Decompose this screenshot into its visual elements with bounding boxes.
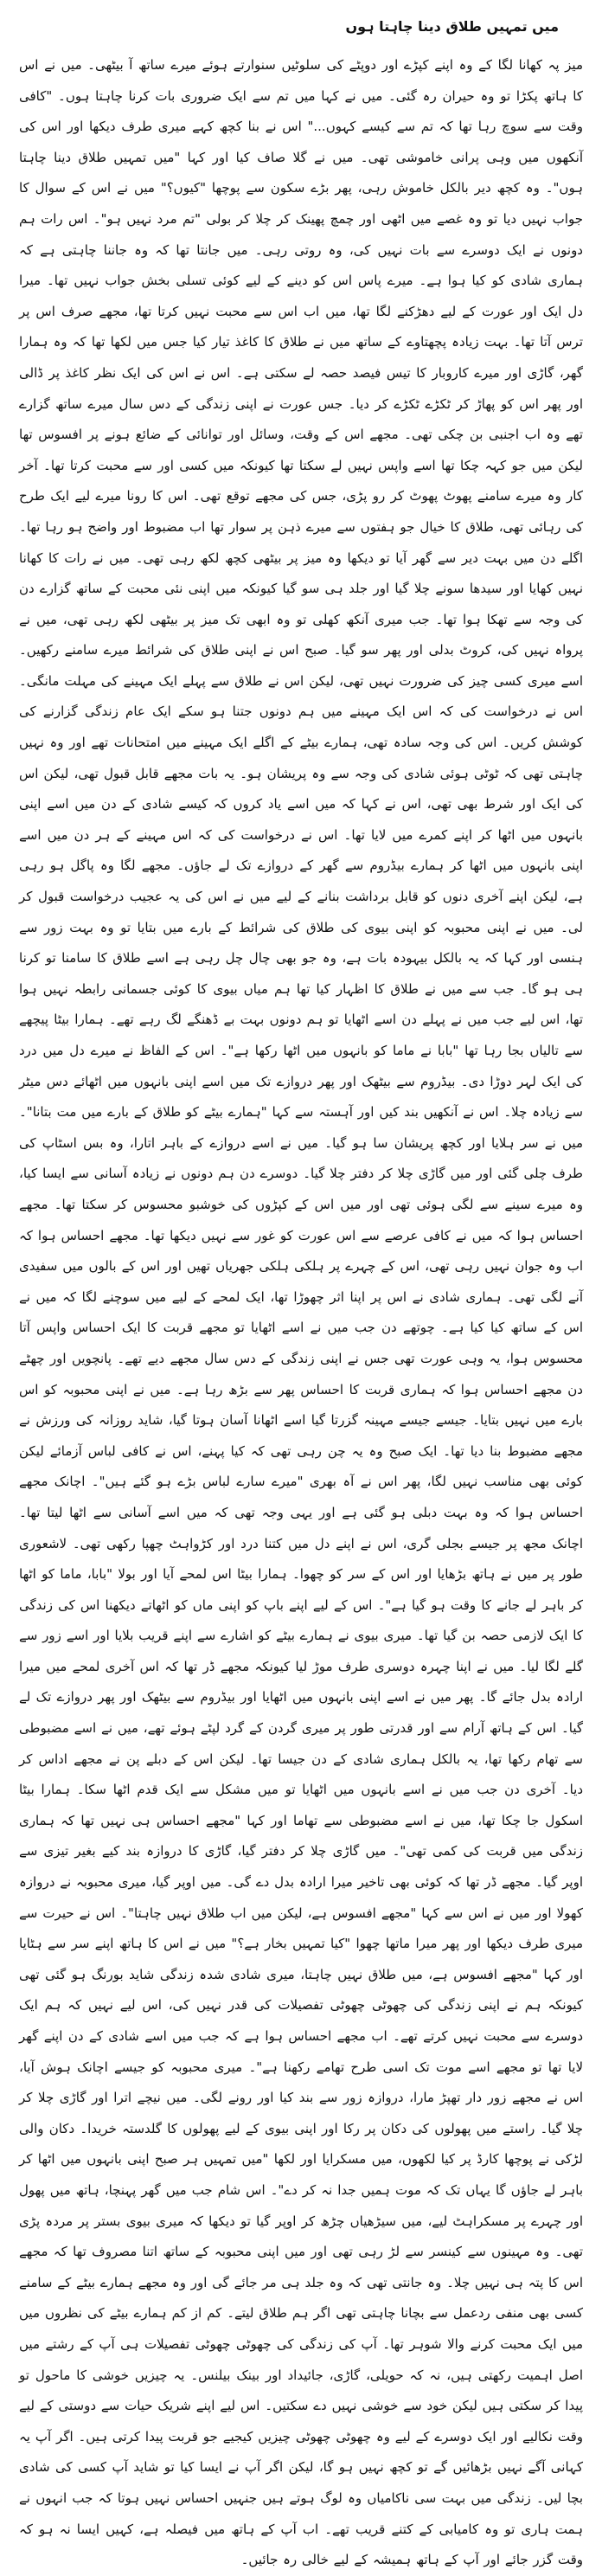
- article-body: میز پہ کھانا لگا کے وہ اپنے کپڑے اور دوپٹے کی سلوٹیں سنوارتے ہوئے میرے ساتھ آ بیٹھی۔ میں نے اس کا ہاتھ پکڑا تو وہ حیران رہ گئی۔ میں نے کہا میں تم سے ایک ضروری بات کرنا چاہتا ہوں۔ "کافی وقت سے سوچ رہا تھا کہ تم سے کیسے کہوں..." اس نے بنا کچھ کہے میری طرف دیکھا اور اس کی آنکھوں میں وہی پرانی خاموشی تھی۔ میں نے گلا صاف کیا اور کہا "میں تمہیں طلاق دینا چاہتا ہوں"۔ وہ کچھ دیر بالکل خاموش رہی، پھر بڑے سکون سے پوچھا "کیوں؟" میں نے اس کے سوال کا جواب نہیں دیا تو وہ غصے میں اٹھی اور چمچ پھینک کر چلا کر بولی "تم مرد نہیں ہو"۔ اس رات ہم دونوں نے ایک دوسرے سے بات نہیں کی، وہ روتی رہی۔ میں جانتا تھا کہ وہ جاننا چاہتی ہے کہ ہماری شادی کو کیا ہوا ہے۔ میرے پاس اس کو دینے کے لیے کوئی تسلی بخش جواب نہیں تھا۔ میرا دل ایک اور عورت کے لیے دھڑکنے لگا تھا، میں اب اس سے محبت نہیں کرتا تھا، مجھے صرف اس پر ترس آتا تھا۔ بہت زیادہ پچھتاوے کے ساتھ میں نے طلاق کا کاغذ تیار کیا جس میں لکھا تھا کہ وہ ہمارا گھر، گاڑی اور میرے کاروبار کا تیس فیصد حصہ لے سکتی ہے۔ اس نے اس کی ایک نظر کاغذ پر ڈالی اور پھر اس کو پھاڑ کر ٹکڑے ٹکڑے کر دیا۔ جس عورت نے اپنی زندگی کے دس سال میرے ساتھ گزارے تھے وہ اب اجنبی بن چکی تھی۔ مجھے اس کے وقت، وسائل اور توانائی کے ضائع ہونے پر افسوس تھا لیکن میں جو کہہ چکا تھا اسے واپس نہیں لے سکتا تھا کیونکہ میں کسی اور سے محبت کرتا تھا۔ آخر کار وہ میرے سامنے پھوٹ پھوٹ کر رو پڑی، جس کی مجھے توقع تھی۔ اس کا رونا میرے لیے ایک طرح کی رہائی تھی، طلاق کا خیال جو ہفتوں سے میرے ذہن پر سوار تھا اب مضبوط اور واضح ہو رہا تھا۔ اگلے دن میں بہت دیر سے گھر آیا تو دیکھا وہ میز پر بیٹھی کچھ لکھ رہی تھی۔ میں نے رات کا کھانا نہیں کھایا اور سیدھا سونے چلا گیا اور جلد ہی سو گیا کیونکہ میں اپنی نئی محبت کے ساتھ گزارے دن کی وجہ سے تھکا ہوا تھا۔ جب میری آنکھ کھلی تو وہ ابھی تک میز پر بیٹھی لکھ رہی تھی، میں نے پرواہ نہیں کی، کروٹ بدلی اور پھر سو گیا۔ صبح اس نے اپنی طلاق کی شرائط میرے سامنے رکھیں۔ اسے میری کسی چیز کی ضرورت نہیں تھی، لیکن اس نے طلاق سے پہلے ایک مہینے کی مہلت مانگی۔ اس نے درخواست کی کہ اس ایک مہینے میں ہم دونوں جتنا ہو سکے ایک عام زندگی گزارنے کی کوشش کریں۔ اس کی وجہ سادہ تھی، ہمارے بیٹے کے اگلے ایک مہینے میں امتحانات تھے اور وہ نہیں چاہتی تھی کہ ٹوٹی ہوئی شادی کی وجہ سے وہ پریشان ہو۔ یہ بات مجھے قابل قبول تھی، لیکن اس کی ایک اور شرط بھی تھی، اس نے کہا کہ میں اسے یاد کروں کہ کیسے شادی کے دن میں اسے اپنی بانہوں میں اٹھا کر اپنے کمرے میں لایا تھا۔ اس نے درخواست کی کہ اس مہینے کے ہر دن میں اسے اپنی بانہوں میں اٹھا کر ہمارے بیڈروم سے گھر کے دروازے تک لے جاؤں۔ مجھے لگا وہ پاگل ہو رہی ہے، لیکن اپنے آخری دنوں کو قابل برداشت بنانے کے لیے میں نے اس کی یہ عجیب درخواست قبول کر لی۔ میں نے اپنی محبوبہ کو اپنی بیوی کی طلاق کی شرائط کے بارے میں بتایا تو وہ بہت زور سے ہنسی اور کہا کہ یہ بالکل بیہودہ بات ہے، وہ جو بھی چال چل رہی ہے اسے طلاق کا سامنا تو کرنا ہی ہو گا۔ جب سے میں نے طلاق کا اظہار کیا تھا ہم میاں بیوی کا کوئی جسمانی رابطہ نہیں ہوا تھا، اس لیے جب میں نے پہلے دن اسے اٹھایا تو ہم دونوں بہت بے ڈھنگے لگ رہے تھے۔ ہمارا بیٹا پیچھے سے تالیاں بجا رہا تھا "بابا نے ماما کو بانہوں میں اٹھا رکھا ہے"۔ اس کے الفاظ نے میرے دل میں درد کی ایک لہر دوڑا دی۔ بیڈروم سے بیٹھک اور پھر دروازے تک میں اسے اپنی بانہوں میں اٹھائے دس میٹر سے زیادہ چلا۔ اس نے آنکھیں بند کیں اور آہستہ سے کہا "ہمارے بیٹے کو طلاق کے بارے میں مت بتانا"۔ میں نے سر ہلایا اور کچھ پریشان سا ہو گیا۔ میں نے اسے دروازے کے باہر اتارا، وہ بس اسٹاپ کی طرف چلی گئی اور میں گاڑی چلا کر دفتر چلا گیا۔ دوسرے دن ہم دونوں نے زیادہ آسانی سے ایسا کیا، وہ میرے سینے سے لگی ہوئی تھی اور میں اس کے کپڑوں کی خوشبو محسوس کر سکتا تھا۔ مجھے احساس ہوا کہ میں نے کافی عرصے سے اس عورت کو غور سے نہیں دیکھا تھا۔ مجھے احساس ہوا کہ اب وہ جوان نہیں رہی تھی، اس کے چہرے پر ہلکی ہلکی جھریاں تھیں اور اس کے بالوں میں سفیدی آنے لگی تھی۔ ہماری شادی نے اس پر اپنا اثر چھوڑا تھا، ایک لمحے کے لیے میں سوچنے لگا کہ میں نے اس کے ساتھ کیا کیا ہے۔ چوتھے دن جب میں نے اسے اٹھایا تو مجھے قربت کا ایک احساس واپس آتا محسوس ہوا، یہ وہی عورت تھی جس نے اپنی زندگی کے دس سال مجھے دیے تھے۔ پانچویں اور چھٹے دن مجھے احساس ہوا کہ ہماری قربت کا احساس پھر سے بڑھ رہا ہے۔ میں نے اپنی محبوبہ کو اس بارے میں نہیں بتایا۔ جیسے جیسے مہینہ گزرتا گیا اسے اٹھانا آسان ہوتا گیا، شاید روزانہ کی ورزش نے مجھے مضبوط بنا دیا تھا۔ ایک صبح وہ یہ چن رہی تھی کہ کیا پہنے، اس نے کافی لباس آزمائے لیکن کوئی بھی مناسب نہیں لگا، پھر اس نے آہ بھری "میرے سارے لباس بڑے ہو گئے ہیں"۔ اچانک مجھے احساس ہوا کہ وہ بہت دبلی ہو گئی ہے اور یہی وجہ تھی کہ میں اسے آسانی سے اٹھا لیتا تھا۔ اچانک مجھ پر جیسے بجلی گری، اس نے اپنے دل میں کتنا درد اور کڑواہٹ چھپا رکھی تھی۔ لاشعوری طور پر میں نے ہاتھ بڑھایا اور اس کے سر کو چھوا۔ ہمارا بیٹا اس لمحے آیا اور بولا "بابا، ماما کو اٹھا کر باہر لے جانے کا وقت ہو گیا ہے"۔ اس کے لیے اپنے باپ کو اپنی ماں کو اٹھاتے دیکھنا اس کی زندگی کا ایک لازمی حصہ بن گیا تھا۔ میری بیوی نے ہمارے بیٹے کو اشارے سے اپنے قریب بلایا اور اسے زور سے گلے لگا لیا۔ میں نے اپنا چہرہ دوسری طرف موڑ لیا کیونکہ مجھے ڈر تھا کہ اس آخری لمحے میں میرا ارادہ بدل جائے گا۔ پھر میں نے اسے اپنی بانہوں میں اٹھایا اور بیڈروم سے بیٹھک اور پھر دروازے تک لے گیا۔ اس کے ہاتھ آرام سے اور قدرتی طور پر میری گردن کے گرد لپٹے ہوئے تھے، میں نے اسے مضبوطی سے تھام رکھا تھا، یہ بالکل ہماری شادی کے دن جیسا تھا۔ لیکن اس کے دبلے پن نے مجھے اداس کر دیا۔ آخری دن جب میں نے اسے بانہوں میں اٹھایا تو میں مشکل سے ایک قدم اٹھا سکا۔ ہمارا بیٹا اسکول جا چکا تھا، میں نے اسے مضبوطی سے تھاما اور کہا "مجھے احساس ہی نہیں تھا کہ ہماری زندگی میں قربت کی کمی تھی"۔ میں گاڑی چلا کر دفتر گیا، گاڑی کا دروازہ بند کیے بغیر تیزی سے اوپر گیا۔ مجھے ڈر تھا کہ کوئی بھی تاخیر میرا ارادہ بدل دے گی۔ میں اوپر گیا، میری محبوبہ نے دروازہ کھولا اور میں نے اس سے کہا "مجھے افسوس ہے، لیکن میں اب طلاق نہیں چاہتا"۔ اس نے حیرت سے میری طرف دیکھا اور پھر میرا ماتھا چھوا "کیا تمہیں بخار ہے؟" میں نے اس کا ہاتھ اپنے سر سے ہٹایا اور کہا "مجھے افسوس ہے، میں طلاق نہیں چاہتا، میری شادی شدہ زندگی شاید بورنگ ہو گئی تھی کیونکہ ہم نے اپنی زندگی کی چھوٹی چھوٹی تفصیلات کی قدر نہیں کی، اس لیے نہیں کہ ہم ایک دوسرے سے محبت نہیں کرتے تھے۔ اب مجھے احساس ہوا ہے کہ جب میں اسے شادی کے دن اپنے گھر لایا تھا تو مجھے اسے موت تک اسی طرح تھامے رکھنا ہے"۔ میری محبوبہ کو جیسے اچانک ہوش آیا، اس نے مجھے زور دار تھپڑ مارا، دروازہ زور سے بند کیا اور رونے لگی۔ میں نیچے اترا اور گاڑی چلا کر چلا گیا۔ راستے میں پھولوں کی دکان پر رکا اور اپنی بیوی کے لیے پھولوں کا گلدستہ خریدا۔ دکان والی لڑکی نے پوچھا کارڈ پر کیا لکھوں، میں مسکرایا اور لکھا "میں تمہیں ہر صبح اپنی بانہوں میں اٹھا کر باہر لے جاؤں گا یہاں تک کہ موت ہمیں جدا نہ کر دے"۔ اس شام جب میں گھر پہنچا، ہاتھ میں پھول اور چہرے پر مسکراہٹ لیے، میں سیڑھیاں چڑھ کر اوپر گیا تو دیکھا کہ میری بیوی بستر پر مردہ پڑی تھی۔ وہ مہینوں سے کینسر سے لڑ رہی تھی اور میں اپنی محبوبہ کے ساتھ اتنا مصروف تھا کہ مجھے اس کا پتہ ہی نہیں چلا۔ وہ جانتی تھی کہ وہ جلد ہی مر جائے گی اور وہ مجھے ہمارے بیٹے کے سامنے کسی بھی منفی ردعمل سے بچانا چاہتی تھی اگر ہم طلاق لیتے۔ کم از کم ہمارے بیٹے کی نظروں میں میں ایک محبت کرنے والا شوہر تھا۔ آپ کی زندگی کی چھوٹی چھوٹی تفصیلات ہی آپ کے رشتے میں اصل اہمیت رکھتی ہیں، نہ کہ حویلی، گاڑی، جائیداد اور بینک بیلنس۔ یہ چیزیں خوشی کا ماحول تو پیدا کر سکتی ہیں لیکن خود سے خوشی نہیں دے سکتیں۔ اس لیے اپنے شریک حیات سے دوستی کے لیے وقت نکالیے اور ایک دوسرے کے لیے وہ چھوٹی چھوٹی چیزیں کیجیے جو قربت پیدا کرتی ہیں۔ اگر آپ یہ کہانی آگے نہیں بڑھائیں گے تو کچھ نہیں ہو گا، لیکن اگر آپ نے ایسا کیا تو شاید آپ کسی کی شادی بچا لیں۔ زندگی میں بہت سی ناکامیاں وہ لوگ ہوتے ہیں جنہیں احساس نہیں ہوتا کہ جب انہوں نے ہمت ہاری تو وہ کامیابی کے کتنے قریب تھے۔ اب آپ کے ہاتھ میں فیصلہ ہے، کہیں ایسا نہ ہو کہ وقت گزر جائے اور آپ کے ہاتھ ہمیشہ کے لیے خالی رہ جائیں۔: [19, 57, 583, 2568]
- article-title: میں تمہیں طلاق دینا چاہتا ہوں: [345, 18, 559, 35]
